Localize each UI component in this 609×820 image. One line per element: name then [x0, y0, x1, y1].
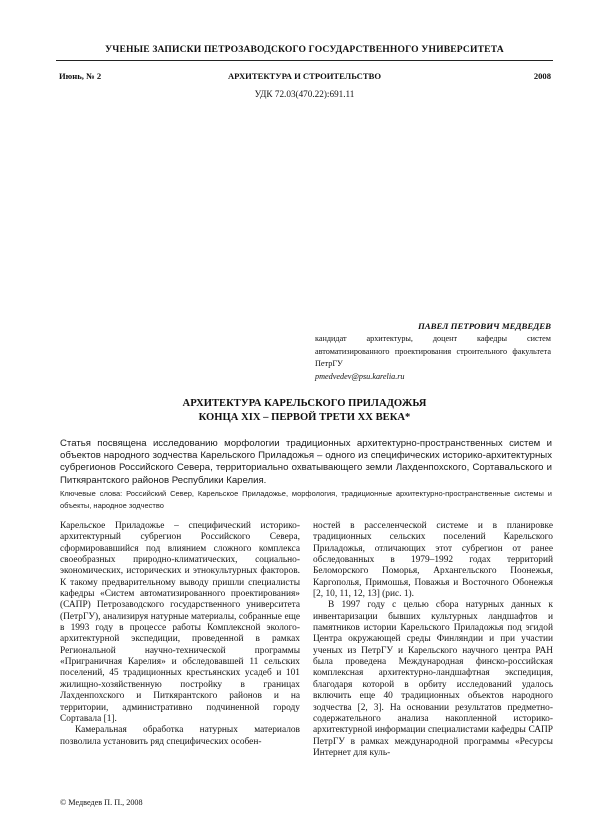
copyright-notice: © Медведев П. П., 2008 [60, 798, 143, 807]
body-column-right [313, 521, 553, 759]
article-title [0, 397, 609, 425]
body-paragraph: Карельское Приладожье – специфический историко-архитектурный субрегион Российского Севера, сформировавшийся под влиянием сложного комплекса своеобразных природно-климатических, социально-экономических, исторических и этнокультурных факторов. К такому предварительному выводу пришли специалисты кафедры «Систем автоматизированного проектирования» (САПР) Петрозаводского государственного университета (ПетрГУ), анализируя натурные материалы, собранные еще в 1993 году в процессе работы Комплексной эколого-архитектурной экспедиции, проведенной в рамках Региональной научно-технической программы «Приграничная Карелия» и обследовавшей 11 сельских поселений, 45 традиционных крестьянских усадеб и 101 жилищно-хозяйственную постройку в границах Лахденпохского и Питкярантского районов и на территории, административно подчиненной городу Сортавала [1]. [60, 521, 300, 724]
section-title: АРХИТЕКТУРА И СТРОИТЕЛЬСТВО [227, 71, 382, 81]
body-paragraph: В 1997 году с целью сбора натурных данных к инвентаризации бывших культурных ландшафтов и памятников истории Карельского Приладожья под эгидой Центра окружающей среды Финляндии и при участии ученых из ПетрГУ и Карельского научного центра РАН была проведена Международная финско-российская комплексная архитектурно-ландшафтная экспедиция, благодаря которой в орбиту исследований удалось включить еще 40 традиционных объектов народного зодчества [2, 3]. На основании результатов предметно-содержательного анализа накопленной историко-архитектурной информации специалистами кафедры САПР ПетрГУ в рамках международной программы «Ресурсы Интернет для куль- [313, 600, 553, 758]
author-email[interactable]: pmedvedev@psu.karelia.ru [315, 372, 405, 381]
keywords: Ключевые слова: Российский Север, Карельское Приладожье, морфология, традиционные архитектурно-пространственные системы и объекты, народное зодчество [60, 489, 552, 510]
author-name: ПАВЕЛ ПЕТРОВИЧ МЕДВЕДЕВ [417, 321, 551, 331]
udk-code: УДК 72.03(470.22):691.11 [254, 89, 355, 99]
header-divider [56, 60, 553, 61]
issue-label: Июнь, № 2 [59, 71, 102, 81]
abstract: Статья посвящена исследованию морфологии традиционных архитектурно-пространственных систем и объектов народного зодчества Карельского Приладожья – одного из специфических историко-архитектурных субрегионов Российского Севера, территориально охватывающего земли Лахденпохского, Сортавальского и Питкярантского районов Республики Карелия. [60, 438, 552, 486]
article-title-line-1: АРХИТЕКТУРА КАРЕЛЬСКОГО ПРИЛАДОЖЬЯ [182, 398, 427, 409]
article-title-line-2: КОНЦА XIX – ПЕРВОЙ ТРЕТИ XX ВЕКА* [198, 412, 411, 423]
body-paragraph: Камеральная обработка натурных материалов позволила установить ряд специфических особен- [60, 725, 300, 747]
body-column-left [60, 521, 300, 748]
author-affiliation: кандидат архитектуры, доцент кафедры систем автоматизированного проектирования строительного факультета ПетрГУ [315, 334, 551, 369]
journal-header: УЧЕНЫЕ ЗАПИСКИ ПЕТРОЗАВОДСКОГО ГОСУДАРСТВЕННОГО УНИВЕРСИТЕТА [105, 44, 504, 55]
year-label: 2008 [533, 71, 551, 81]
body-paragraph: ностей в расселенческой системе и в планировке традиционных сельских поселений Карельского Приладожья, отличающих этот субрегион от ранее обследованных в 1979–1992 годах территорий Беломорского Поморья, Архангельского Поонежья, Каргополья, Примошья, Поважья и Восточного Обонежья [2, 10, 11, 12, 13] (рис. 1). [313, 521, 553, 600]
